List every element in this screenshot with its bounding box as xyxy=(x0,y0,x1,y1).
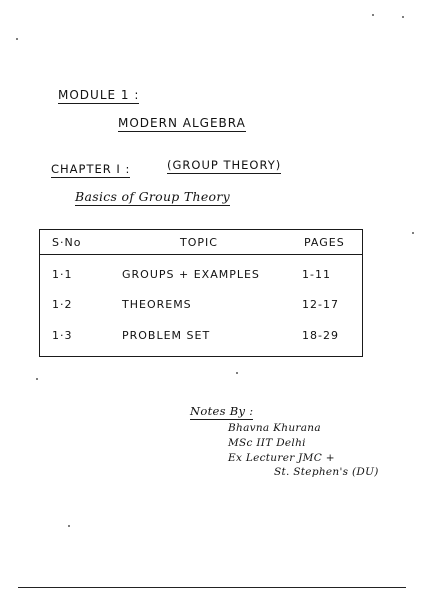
row-2-topic: THEOREMS xyxy=(122,298,192,311)
credit-position: Ex Lecturer JMC + xyxy=(228,452,335,464)
scan-speck xyxy=(16,38,18,40)
scan-speck xyxy=(36,378,38,380)
row-1-topic: GROUPS + EXAMPLES xyxy=(122,268,260,281)
scan-speck xyxy=(372,14,374,16)
credit-institution: St. Stephen's (DU) xyxy=(274,466,379,478)
contents-table xyxy=(39,229,363,357)
scan-speck xyxy=(68,525,70,527)
scan-speck xyxy=(412,232,414,234)
credits-label: Notes By : xyxy=(190,404,254,418)
credit-degree: MSc IIT Delhi xyxy=(228,437,306,449)
row-3-topic: PROBLEM SET xyxy=(122,329,211,342)
scan-speck xyxy=(402,16,404,18)
header-topic: TOPIC xyxy=(180,236,218,249)
row-1-sno: 1·1 xyxy=(52,268,73,281)
chapter-theme: (GROUP THEORY) xyxy=(167,158,282,172)
row-3-sno: 1·3 xyxy=(52,329,73,342)
chapter-label: CHAPTER I : xyxy=(51,162,131,176)
row-2-pages: 12-17 xyxy=(302,298,339,311)
credit-author: Bhavna Khurana xyxy=(228,422,321,434)
module-label: MODULE 1 : xyxy=(58,88,140,102)
scan-speck xyxy=(236,372,238,374)
bottom-rule xyxy=(18,587,406,588)
header-sno: S·No xyxy=(52,236,82,249)
module-subject: MODERN ALGEBRA xyxy=(118,116,246,130)
row-1-pages: 1-11 xyxy=(302,268,331,281)
header-pages: PAGES xyxy=(304,236,345,249)
row-2-sno: 1·2 xyxy=(52,298,73,311)
row-3-pages: 18-29 xyxy=(302,329,339,342)
header-divider xyxy=(40,254,362,255)
chapter-subtitle: Basics of Group Theory xyxy=(75,189,231,204)
